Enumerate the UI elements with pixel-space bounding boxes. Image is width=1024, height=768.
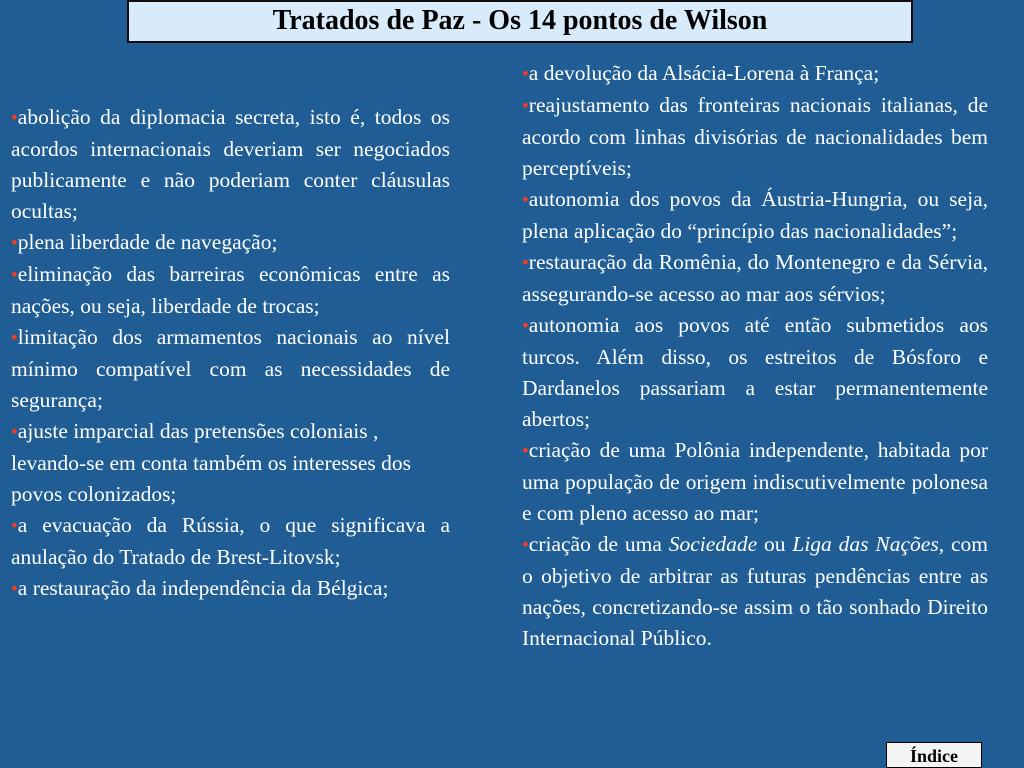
bullet-icon: • [522,316,529,337]
list-item [11,322,450,416]
list-item [11,510,450,573]
list-item-text: autonomia aos povos até então submetidos aos turcos. Além disso, os estreitos de Bósforo e Dardanelos passariam a estar permanentemente abertos; [522,313,988,431]
bullet-icon: • [522,253,529,274]
list-item [11,416,450,510]
list-item-text: plena liberdade de navegação; [17,230,278,254]
slide-title: Tratados de Paz - Os 14 pontos de Wilson [127,0,913,43]
bullet-icon: • [522,96,529,117]
list-item [522,529,988,654]
list-item [522,435,988,529]
list-item [11,227,450,259]
bullet-icon: • [11,579,18,600]
right-column [522,58,988,654]
list-item-text: eliminação das barreiras econômicas entre as nações, ou seja, liberdade de trocas; [11,262,450,318]
list-item [522,58,988,90]
list-item-text: criação de uma [528,532,669,556]
list-item-text: autonomia dos povos da Áustria-Hungria, ou seja, plena aplicação do “princípio das nacionalidades”; [522,187,988,243]
list-item-text: a devolução da Alsácia-Lorena à França; [528,61,880,85]
list-item-text: restauração da Romênia, do Montenegro e da Sérvia, assegurando-se acesso ao mar aos sérvios; [522,250,988,306]
list-item-text: ou [757,532,793,556]
list-item-text: a restauração da independência da Bélgica; [17,576,389,600]
bullet-icon: • [522,441,529,462]
list-item [522,90,988,184]
sociedade-term: Sociedade [668,532,758,556]
bullet-icon: • [11,233,18,254]
bullet-icon: • [522,64,529,85]
list-item [522,310,988,435]
list-item-text: abolição da diplomacia secreta, isto é, todos os acordos internacionais deveriam ser negociados publicamente e não poderiam conter cláusulas ocultas; [11,105,450,223]
list-item-text: limitação dos armamentos nacionais ao nível mínimo compatível com as necessidades de segurança; [11,325,450,412]
list-item [11,102,450,227]
list-item [522,184,988,247]
list-item-text: ajuste imparcial das pretensões coloniais , levando-se em conta também os interesses dos povos colonizados; [11,419,412,506]
bullet-icon: • [522,190,529,211]
bullet-icon: • [11,108,18,129]
index-button[interactable]: Índice [886,742,982,768]
list-item-text: reajustamento das fronteiras nacionais italianas, de acordo com linhas divisórias de nacionalidades bem perceptíveis; [522,93,988,180]
list-item [11,573,450,605]
list-item [522,247,988,310]
bullet-icon: • [11,328,18,349]
liga-das-nacoes-term: Liga das Nações [792,532,939,556]
list-item [11,259,450,322]
bullet-icon: • [11,422,18,443]
bullet-icon: • [522,535,529,556]
list-item-text: a evacuação da Rússia, o que significava a anulação do Tratado de Brest-Litovsk; [11,513,450,569]
left-column [11,102,450,605]
bullet-icon: • [11,516,18,537]
list-item-text: , com o objetivo de arbitrar as futuras pendências entre as nações, concretizando-se assim o tão sonhado Direito Internacional Público. [522,532,988,650]
list-item-text: criação de uma Polônia independente, habitada por uma população de origem indiscutivelmente polonesa e com pleno acesso ao mar; [522,438,988,525]
bullet-icon: • [11,265,18,286]
